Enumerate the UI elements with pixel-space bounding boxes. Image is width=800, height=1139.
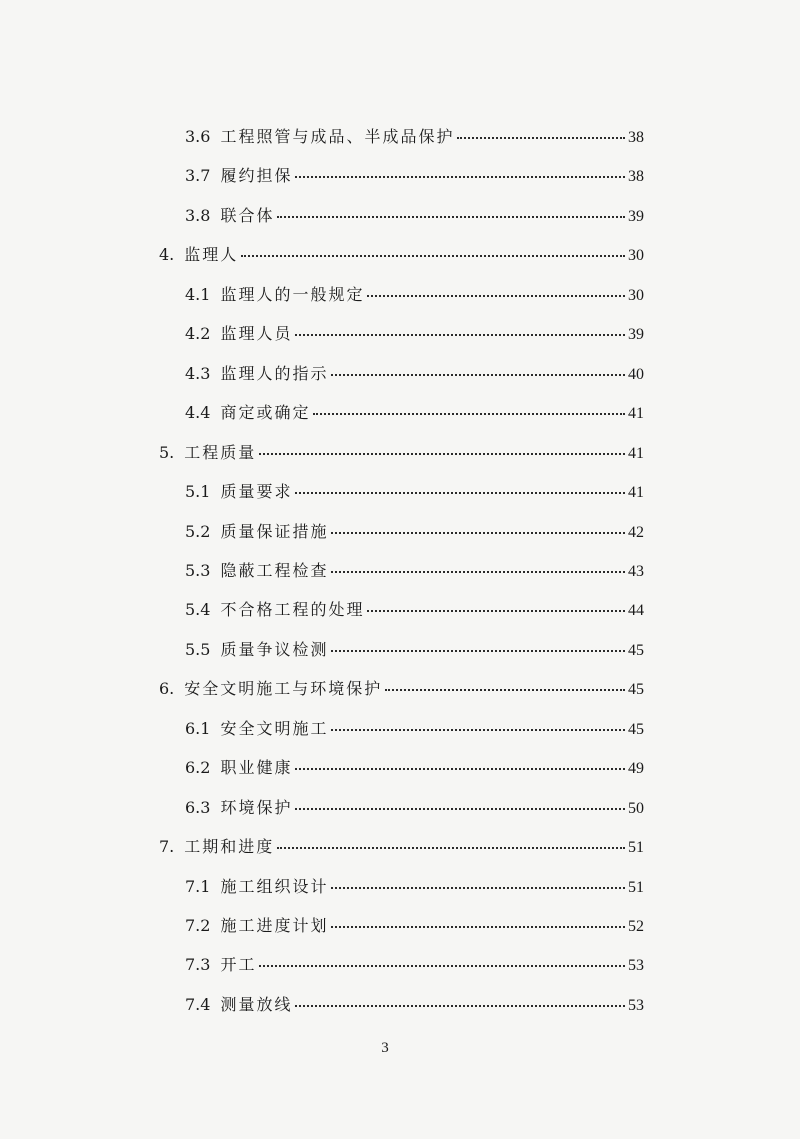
toc-entry [159, 245, 644, 266]
toc-entry [185, 916, 644, 937]
toc-entry-title: 监理人的一般规定 [220, 284, 365, 304]
toc-entry-page: 43 [628, 562, 644, 580]
toc-dot-leader [295, 492, 625, 494]
toc-entry-page: 52 [628, 918, 644, 935]
toc-entry-number: 5.2 [185, 521, 211, 541]
toc-dot-leader [295, 808, 625, 810]
toc-entry-page: 44 [628, 602, 644, 620]
toc-entry-number: 7.2 [185, 916, 211, 935]
toc-dot-leader [277, 216, 625, 218]
toc-entry-number: 5.1 [185, 482, 211, 502]
toc-entry-page: 38 [628, 168, 644, 186]
toc-dot-leader [313, 413, 625, 415]
toc-entry-title: 施工组织设计 [220, 876, 329, 896]
toc-entry-page: 30 [628, 247, 644, 265]
toc-dot-leader [367, 610, 625, 612]
toc-dot-leader [331, 887, 625, 889]
toc-entry-number: 5.4 [185, 600, 211, 620]
toc-entry-title: 测量放线 [220, 994, 293, 1014]
toc-entry [185, 403, 644, 424]
toc-entry [185, 127, 644, 148]
toc-entry-page: 51 [628, 878, 644, 896]
toc-entry-title: 隐蔽工程检查 [220, 560, 329, 580]
toc-entry-title: 联合体 [220, 205, 275, 225]
toc-dot-leader [457, 137, 625, 139]
toc-entry-title: 质量争议检测 [220, 639, 329, 659]
toc-dot-leader [295, 1005, 625, 1007]
toc-dot-leader [331, 729, 625, 731]
toc-dot-leader [331, 374, 625, 376]
toc-entry-title: 工期和进度 [184, 837, 275, 857]
toc-entry-title: 工程照管与成品、半成品保护 [220, 127, 455, 146]
toc-entry [159, 679, 644, 700]
toc-entry [159, 837, 644, 858]
page-number: 3 [381, 1040, 389, 1056]
toc-entry-page: 51 [628, 839, 644, 857]
toc-entry-title: 质量保证措施 [220, 521, 329, 541]
toc-entry-title: 不合格工程的处理 [220, 600, 365, 620]
toc-dot-leader [367, 295, 625, 297]
toc-entry-number: 6.3 [185, 797, 211, 817]
toc-entry-title: 质量要求 [220, 482, 293, 502]
toc-entry-page: 38 [628, 129, 644, 146]
toc-dot-leader [331, 926, 625, 928]
toc-entry [185, 561, 644, 582]
toc-entry-number: 6.1 [185, 718, 211, 738]
toc-entry-page: 45 [628, 641, 644, 659]
toc-dot-leader [295, 176, 625, 178]
toc-entry-page: 41 [628, 405, 644, 423]
toc-dot-leader [331, 532, 625, 534]
toc-entry-page: 53 [628, 996, 644, 1014]
toc-entry-number: 4.3 [185, 363, 211, 383]
toc-entry [185, 206, 644, 227]
toc-entry-number: 3.8 [185, 205, 211, 225]
toc-entry [185, 719, 644, 740]
toc-dot-leader [259, 965, 625, 967]
toc-dot-leader [259, 453, 625, 455]
toc-entry-page: 41 [628, 484, 644, 502]
toc-entry-page: 41 [628, 444, 644, 462]
toc-entry-number: 5.5 [185, 639, 211, 659]
toc-entry-number: 7.3 [185, 955, 211, 975]
toc-entry-page: 40 [628, 365, 644, 383]
toc-entry-page: 53 [628, 957, 644, 975]
toc-entry-number: 5. [159, 442, 175, 462]
toc-entry-number: 4.4 [185, 403, 211, 423]
toc-entry-page: 42 [628, 523, 644, 541]
toc-dot-leader [295, 334, 625, 336]
toc-dot-leader [331, 571, 625, 573]
toc-dot-leader [385, 689, 625, 691]
toc-entry-title: 施工进度计划 [220, 916, 329, 935]
toc-entry-number: 7.1 [185, 876, 211, 896]
toc-entry [185, 877, 644, 898]
toc-entry-title: 开工 [220, 955, 257, 975]
toc-entry-title: 工程质量 [184, 442, 257, 462]
toc-entry [185, 166, 644, 187]
toc-entry-title: 职业健康 [220, 758, 293, 778]
toc-entry [185, 324, 644, 345]
toc-entry [185, 482, 644, 503]
toc-entry-number: 3.7 [185, 166, 211, 186]
toc-entry-page: 39 [628, 207, 644, 225]
toc-entry-title: 商定或确定 [220, 403, 311, 423]
toc-entry-title: 监理人 [184, 245, 239, 265]
toc-entry-title: 监理人员 [220, 324, 293, 344]
toc-entry-number: 4.1 [185, 284, 211, 304]
toc-entry [185, 285, 644, 306]
toc-entry [185, 798, 644, 819]
toc-entry [159, 443, 644, 464]
toc-dot-leader [277, 847, 625, 849]
toc-entry-number: 3.6 [185, 127, 211, 146]
toc-entry-title: 安全文明施工与环境保护 [184, 679, 383, 699]
toc-entry-title: 监理人的指示 [220, 363, 329, 383]
toc-entry [185, 955, 644, 976]
toc-entry-page: 50 [628, 799, 644, 817]
toc-entry-number: 4.2 [185, 324, 211, 344]
toc-entry [185, 995, 644, 1016]
toc-entry-title: 环境保护 [220, 797, 293, 817]
toc-entry-number: 6. [159, 679, 175, 699]
toc-dot-leader [295, 768, 625, 770]
toc-entry-number: 4. [159, 245, 175, 265]
toc-entry-number: 6.2 [185, 758, 211, 778]
toc-entry-number: 7.4 [185, 994, 211, 1014]
toc-entry-title: 安全文明施工 [220, 718, 329, 738]
toc-entry-page: 39 [628, 326, 644, 344]
toc-entry-page: 49 [628, 760, 644, 778]
toc-entry-number: 7. [159, 837, 175, 857]
toc-entry-page: 30 [628, 286, 644, 304]
toc-entry [185, 758, 644, 779]
toc-entry-number: 5.3 [185, 560, 211, 580]
toc-entry [185, 522, 644, 543]
toc-dot-leader [331, 650, 625, 652]
toc-entry [185, 364, 644, 385]
toc-entry-page: 45 [628, 681, 644, 699]
toc-dot-leader [241, 255, 625, 257]
toc-entry [185, 600, 644, 621]
toc-entry [185, 640, 644, 661]
toc-entry-title: 履约担保 [220, 166, 293, 186]
toc-entry-page: 45 [628, 720, 644, 738]
